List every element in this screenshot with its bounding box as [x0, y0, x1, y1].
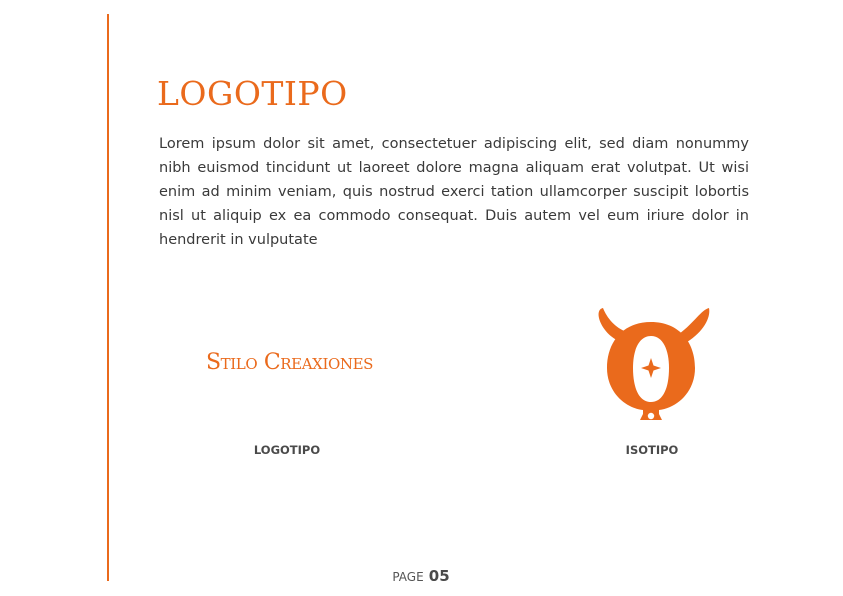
page-title: LOGOTIPO [157, 74, 348, 113]
page-label: PAGE [392, 570, 424, 584]
isotipo-caption: ISOTIPO [625, 443, 679, 457]
left-margin-rule [107, 14, 109, 581]
page-footer [392, 566, 449, 585]
body-paragraph: Lorem ipsum dolor sit amet, consectetuer adipiscing elit, sed diam nonummy nibh euismod tincidunt ut laoreet dolore magna aliquam erat volutpat. Ut wisi enim ad minim veniam, quis nostrud exerci tation ullamcorper suscipit lobortis nisl ut aliquip ex ea commodo consequat. Duis autem vel eum iriure dolor in hendrerit in vulputate [159, 136, 749, 248]
logotipo-wordmark: Stilo Creaxiones [206, 350, 374, 375]
isotipo-icon [591, 306, 711, 424]
logotipo-caption: LOGOTIPO [253, 443, 321, 457]
page-number: 05 [428, 567, 450, 585]
